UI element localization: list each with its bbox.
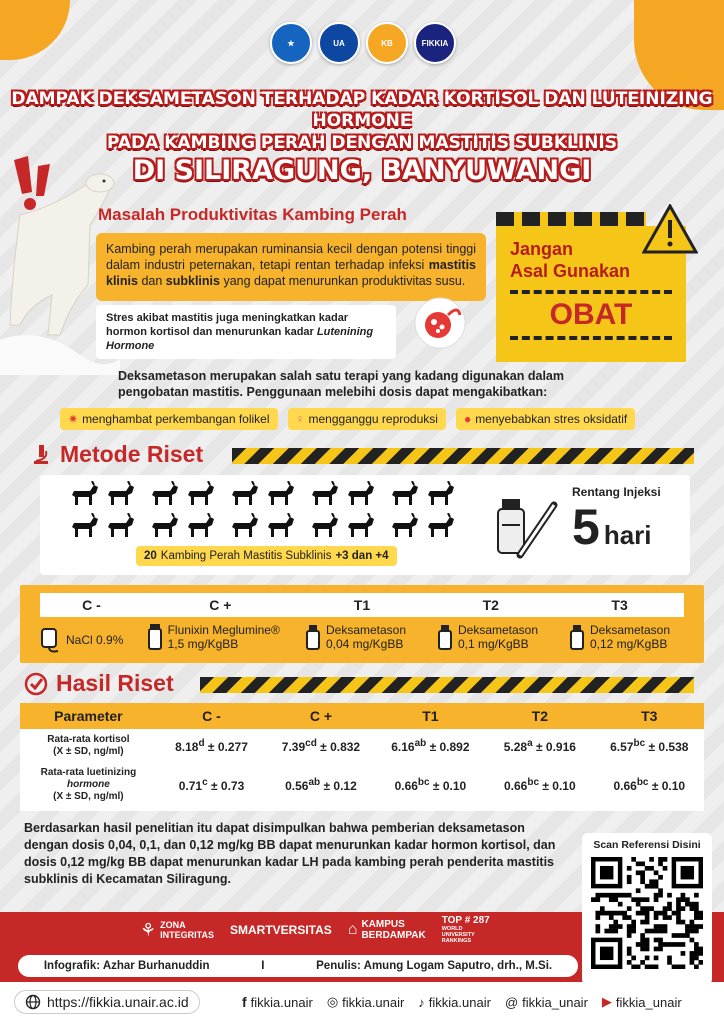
- results-hazard-stripe: [200, 677, 694, 693]
- instagram-link[interactable]: [327, 994, 404, 1010]
- conclusion-text: Berdasarkan hasil penelitian itu dapat disimpulkan bahwa pemberian deksametason dengan dosis 0,04, 0,1, dan 0,12 mg/kg BB dapat menurunkan kadar hormon kortisol, dan dosis 0,12 mg/kg BB dapat menurunkan kadar LH pada kambing perah penderita mastitis subklinis di Kecamatan Siliragung.: [24, 821, 556, 886]
- sd: ± 0.10: [429, 779, 467, 793]
- goat-grid: [70, 481, 470, 543]
- hazard-stripe-top: [496, 212, 646, 226]
- goat-icon: [390, 481, 420, 507]
- website-url: https://fikkia.unair.ac.id: [47, 994, 189, 1010]
- credit-infografik: Infografik: Azhar Burhanuddin: [43, 960, 210, 972]
- effect-label: mengganggu reproduksi: [308, 412, 438, 426]
- threads-icon: @: [504, 994, 519, 1010]
- goat-icon: [390, 513, 420, 539]
- param-unit: (X ± SD, ng/ml): [53, 746, 124, 757]
- problem-heading: Masalah Produktivitas Kambing Perah: [98, 205, 407, 224]
- superscript: ab: [414, 738, 427, 749]
- group-cneg: [40, 623, 146, 653]
- value-cell: [595, 729, 704, 763]
- sd: ± 0.12: [320, 779, 357, 793]
- col-t3: T3: [641, 708, 658, 724]
- goat-icon: [266, 513, 296, 539]
- superscript: c: [202, 777, 208, 788]
- effect-label: menyebabkan stres oksidatif: [475, 412, 628, 426]
- value-cell: [157, 729, 266, 763]
- problem-bold-subklinis: subklinis: [165, 274, 220, 288]
- value: 0.66: [504, 779, 528, 793]
- logo-zona-integritas: [140, 920, 214, 941]
- param-unit: (X ± SD, ng/ml): [53, 791, 124, 802]
- group-name: Deksametason: [589, 623, 671, 637]
- param-label: Rata-rata luetinizing: [40, 767, 137, 778]
- goat-caption: [136, 546, 397, 566]
- superscript: d: [198, 738, 205, 749]
- value-cell: [266, 763, 375, 807]
- goat-icon: [106, 513, 136, 539]
- globe-icon: [25, 994, 41, 1010]
- youtube-icon: ▶: [601, 994, 612, 1009]
- value-cell: [266, 729, 375, 763]
- group-name: Deksametason: [457, 623, 539, 637]
- group-cpos: [146, 623, 304, 653]
- ovary-icon: [414, 297, 466, 349]
- value-cell: [485, 763, 594, 807]
- problem-text-box: [96, 233, 486, 301]
- groups-detail-row: [40, 623, 700, 653]
- groups-header-row: [40, 593, 684, 617]
- credit-penulis: Penulis: Amung Logam Saputro, drh., M.Si.: [316, 960, 553, 972]
- group-name: Flunixin Meglumine®: [167, 623, 280, 637]
- value: 6.57: [610, 740, 634, 754]
- logo-text: TOP # 287: [441, 915, 490, 926]
- uterus-icon: ♀: [295, 412, 305, 426]
- logo-text: BERDAMPAK: [361, 930, 426, 941]
- goat-icon: [150, 481, 180, 507]
- param-cell: [20, 763, 157, 807]
- social-links: [242, 994, 682, 1010]
- logo-text: WORLD UNIVERSITY RANKINGS: [441, 926, 475, 944]
- problem-text: Kambing perah merupakan ruminansia kecil dengan potensi tinggi dalam industri peternakan, tetapi rentan terhadap infeksi: [106, 242, 476, 272]
- goat-icon: [426, 481, 456, 507]
- goat-icon: [230, 513, 260, 539]
- value: 5.28: [503, 740, 528, 754]
- logo-smartversitas: SMARTVERSITAS: [229, 923, 332, 937]
- param-cell: [20, 729, 157, 763]
- tiktok-link[interactable]: [418, 994, 491, 1010]
- obat-label: OBAT: [549, 298, 633, 331]
- effect-label: menghambat perkembangan folikel: [82, 412, 270, 426]
- superscript: bc: [417, 777, 430, 788]
- microscope-icon: [30, 443, 52, 467]
- method-heading-row: [30, 441, 203, 468]
- stress-italic: Lutenining Hormone: [106, 326, 374, 352]
- logo-text: KAMPUS: [361, 919, 405, 930]
- group-t2: [436, 623, 568, 653]
- logo-text: ZONA: [160, 920, 186, 930]
- value-cell: [157, 763, 266, 807]
- building-icon: ⌂: [347, 921, 358, 938]
- goat-icon: [346, 513, 376, 539]
- footer-logos: [140, 916, 496, 944]
- instagram-icon: ◎: [326, 994, 339, 1009]
- group-code-cpos: C +: [209, 597, 232, 613]
- stress-note: [96, 305, 396, 359]
- goat-icon: [150, 513, 180, 539]
- sd: ± 0.73: [207, 779, 245, 793]
- logo-fikkia: FIKKIA: [414, 22, 456, 64]
- syringe-vial-icon: [492, 485, 562, 565]
- range-label: Rentang Injeksi: [572, 485, 661, 499]
- group-t1: [304, 623, 436, 653]
- facebook-icon: f: [242, 994, 247, 1010]
- value-cell: [485, 729, 594, 763]
- social-handle: fikkia_unair: [522, 994, 588, 1010]
- col-cpos: C +: [309, 708, 333, 724]
- dexa-description: Deksametason merupakan salah satu terapi yang kadang digunakan dalam pengobatan mastitis. Penggunaan melebihi dosis dapat mengakibatkan:: [118, 369, 564, 399]
- group-code-t2: T2: [482, 597, 499, 613]
- title-line-3: DI SILIRAGUNG, BANYUWANGI: [132, 155, 592, 186]
- sd: ± 0.892: [426, 740, 470, 754]
- superscript: bc: [636, 777, 649, 788]
- param-label: Rata-rata kortisol: [47, 734, 130, 745]
- neuron-icon: ✷: [68, 412, 79, 426]
- results-header-row: [20, 703, 704, 729]
- youtube-link[interactable]: [602, 994, 682, 1010]
- title-line-2: PADA KAMBING PERAH DENGAN MASTITIS SUBKLINIS: [107, 133, 617, 153]
- warning-card: [496, 212, 696, 362]
- goat-icon: [426, 513, 456, 539]
- value: 0.66: [394, 779, 418, 793]
- social-handle: fikkia.unair: [428, 994, 491, 1010]
- range-value: [572, 501, 652, 553]
- pill-bottle-icon: [146, 623, 164, 651]
- method-heading: Metode Riset: [60, 441, 204, 467]
- credits-bar: [18, 955, 578, 977]
- value: 0.56: [285, 779, 309, 793]
- logo-top-rank: [442, 916, 496, 944]
- results-table-box: [20, 703, 704, 811]
- goat-icon: [346, 481, 376, 507]
- sd: ± 0.277: [204, 740, 248, 754]
- title-line-1: DAMPAK DEKSAMETASON TERHADAP KADAR KORTISOL DAN LUTEINIZING HORMONE: [11, 89, 713, 131]
- value-cell: [376, 729, 485, 763]
- method-box: [40, 475, 690, 575]
- results-table: [20, 703, 704, 807]
- check-badge-icon: [24, 672, 48, 696]
- obat-box: [510, 290, 672, 340]
- param-label-italic: hormone: [67, 779, 110, 790]
- qr-card: [582, 833, 712, 985]
- group-name: Deksametason: [325, 623, 407, 637]
- superscript: cd: [305, 738, 317, 749]
- goat-icon: [106, 481, 136, 507]
- col-parameter: Parameter: [54, 708, 123, 724]
- table-row: [20, 729, 704, 763]
- superscript: ab: [308, 777, 321, 788]
- goat-icon: [230, 481, 260, 507]
- goat-icon: [310, 513, 340, 539]
- effect-stres: [456, 408, 635, 430]
- website-link[interactable]: [14, 990, 200, 1014]
- credit-separator: I: [261, 960, 265, 972]
- value: 0.66: [613, 779, 637, 793]
- group-code-t3: T3: [611, 597, 628, 613]
- value: 0.71: [178, 779, 203, 793]
- stress-text: Stres akibat mastitis juga meningkatkan kadar hormon kortisol dan menurunkan kadar: [106, 312, 349, 338]
- iv-bag-icon: [40, 627, 62, 653]
- group-dose: 0,1 mg/KgBB: [457, 637, 529, 651]
- social-handle: fikkia.unair: [250, 994, 313, 1010]
- goat-icon: [310, 481, 340, 507]
- warning-line2: Asal Gunakan: [510, 261, 631, 281]
- group-dose: 0,04 mg/KgBB: [325, 637, 404, 651]
- superscript: bc: [633, 738, 646, 749]
- problem-text-end: yang dapat menurunkan produktivitas susu.: [219, 274, 466, 288]
- group-dose: 1,5 mg/KgBB: [167, 637, 239, 651]
- logo-kampus-berdampak: KB: [366, 22, 408, 64]
- groups-band: [20, 585, 704, 663]
- col-t2: T2: [531, 708, 548, 724]
- group-dose: 0,12 mg/KgBB: [589, 637, 668, 651]
- goat-icon: [70, 513, 100, 539]
- results-heading: Hasil Riset: [56, 670, 174, 696]
- goat-icon: [186, 513, 216, 539]
- col-t1: T1: [422, 708, 439, 724]
- goat-icon: [186, 481, 216, 507]
- effect-folikel: [60, 408, 278, 430]
- goat-icon: [70, 481, 100, 507]
- sd: ± 0.10: [648, 779, 686, 793]
- results-heading-row: [24, 670, 174, 697]
- logo-kemdikbud: ★: [270, 22, 312, 64]
- qr-label: Scan Referensi Disini: [593, 839, 701, 851]
- logo-unair: UA: [318, 22, 360, 64]
- twitter-link[interactable]: [505, 994, 588, 1010]
- medicine-bottle-icon: [568, 623, 586, 651]
- problem-text-and: dan: [137, 274, 166, 288]
- effect-reproduksi: [288, 408, 446, 430]
- superscript: a: [527, 738, 533, 749]
- goat-caption-count: 20: [144, 550, 157, 562]
- group-code-cneg: C -: [82, 597, 101, 613]
- goat-caption-text: Kambing Perah Mastitis Subklinis: [160, 550, 332, 562]
- medicine-bottle-icon: [436, 623, 454, 651]
- social-handle: fikkia.unair: [342, 994, 405, 1010]
- zona-icon: ⚘: [140, 919, 157, 940]
- person-stress-icon: ●: [463, 412, 472, 426]
- group-name: NaCl 0.9%: [66, 633, 124, 647]
- sd: ± 0.10: [539, 779, 576, 793]
- range-days-number: 5: [572, 499, 600, 555]
- warning-triangle-icon: [642, 204, 698, 254]
- medicine-bottle-icon: [304, 623, 322, 651]
- value: 6.16: [391, 740, 415, 754]
- sd: ± 0.832: [316, 740, 361, 754]
- facebook-link[interactable]: [242, 994, 313, 1010]
- tiktok-icon: ♪: [418, 994, 425, 1010]
- social-handle: fikkia_unair: [615, 994, 682, 1010]
- value: 7.39: [281, 740, 306, 754]
- col-cneg: C -: [202, 708, 221, 724]
- value-cell: [595, 763, 704, 807]
- group-code-t1: T1: [353, 597, 371, 613]
- warning-line1: Jangan: [510, 239, 574, 259]
- method-hazard-stripe: [232, 448, 694, 464]
- qr-code[interactable]: [591, 857, 703, 969]
- value-cell: [376, 763, 485, 807]
- table-row: [20, 763, 704, 807]
- logo-kampus-berdampak-footer: [348, 919, 426, 941]
- value: 8.18: [175, 740, 199, 754]
- sd: ± 0.538: [645, 740, 689, 754]
- problem-section: [96, 205, 486, 365]
- group-t3: [568, 623, 700, 653]
- logo-row: [270, 22, 456, 64]
- goat-caption-score: +3 dan +4: [335, 550, 389, 562]
- problem-bold-klinis: mastitis klinis: [106, 258, 476, 288]
- sd: ± 0.916: [532, 740, 576, 754]
- logo-text: INTEGRITAS: [160, 930, 214, 940]
- superscript: bc: [527, 777, 540, 788]
- range-days-unit: hari: [603, 520, 652, 550]
- goat-icon: [266, 481, 296, 507]
- effects-row: [60, 408, 635, 430]
